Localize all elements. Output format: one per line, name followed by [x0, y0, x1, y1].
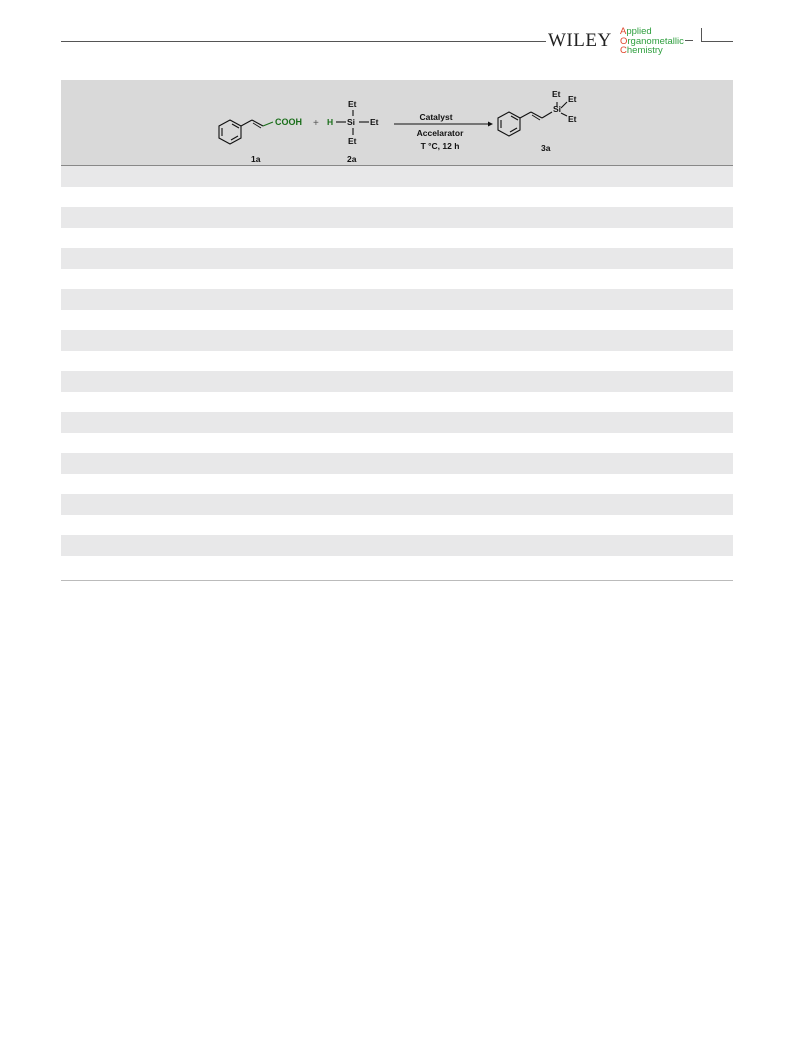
header-rule	[61, 41, 546, 42]
table-row	[61, 166, 733, 187]
journal-title-line-2: Organometallic	[620, 37, 693, 47]
table-row	[61, 453, 733, 474]
table-row	[61, 248, 733, 269]
reaction-scheme	[61, 80, 733, 166]
table-row	[61, 228, 733, 249]
carboxyl-group-label: COOH	[275, 117, 302, 127]
ethyl-right-label: Et	[370, 117, 379, 127]
product-ethyl-1-label: Et	[552, 89, 561, 99]
product-ethyl-3-label: Et	[568, 114, 577, 124]
cinnamic-acid-structure	[219, 120, 273, 144]
table-row	[61, 535, 733, 556]
compound-2a-label: 2a	[347, 154, 357, 164]
table-row	[61, 351, 733, 372]
table-row	[61, 289, 733, 310]
journal-title	[620, 27, 693, 56]
table-row	[61, 392, 733, 413]
ethyl-top-label: Et	[348, 99, 357, 109]
table-row	[61, 515, 733, 536]
table-row	[61, 474, 733, 495]
arrow-condition-catalyst: Catalyst	[419, 112, 453, 122]
compound-3a-label: 3a	[541, 143, 551, 153]
publisher-logo: WILEY	[548, 30, 612, 51]
table-row	[61, 412, 733, 433]
silicon-label: Si	[347, 117, 356, 127]
ethyl-bottom-label: Et	[348, 136, 357, 146]
header-rule-right	[701, 41, 733, 42]
compound-1a-label: 1a	[251, 154, 261, 164]
table-row	[61, 371, 733, 392]
table-row	[61, 310, 733, 331]
table-row	[61, 187, 733, 208]
table-bottom-rule	[61, 580, 733, 581]
product-silicon-label: Si	[553, 104, 562, 114]
plus-sign: +	[313, 118, 319, 129]
table-row	[61, 556, 733, 577]
table-row	[61, 433, 733, 454]
journal-title-line-3: Chemistry	[620, 45, 663, 56]
table-row	[61, 494, 733, 515]
page-marker	[701, 28, 702, 41]
results-table	[61, 166, 733, 576]
reaction-arrow-head	[488, 122, 493, 127]
table-row	[61, 207, 733, 228]
table-row	[61, 330, 733, 351]
arrow-condition-accelerator: Accelarator	[416, 128, 464, 138]
journal-title-line-1: Applied	[620, 26, 652, 37]
table-row	[61, 269, 733, 290]
product-ethyl-2-label: Et	[568, 94, 577, 104]
hydride-label: H	[327, 117, 334, 127]
reaction-scheme-drawing	[61, 80, 733, 166]
arrow-condition-temperature: T °C, 12 h	[420, 141, 460, 151]
